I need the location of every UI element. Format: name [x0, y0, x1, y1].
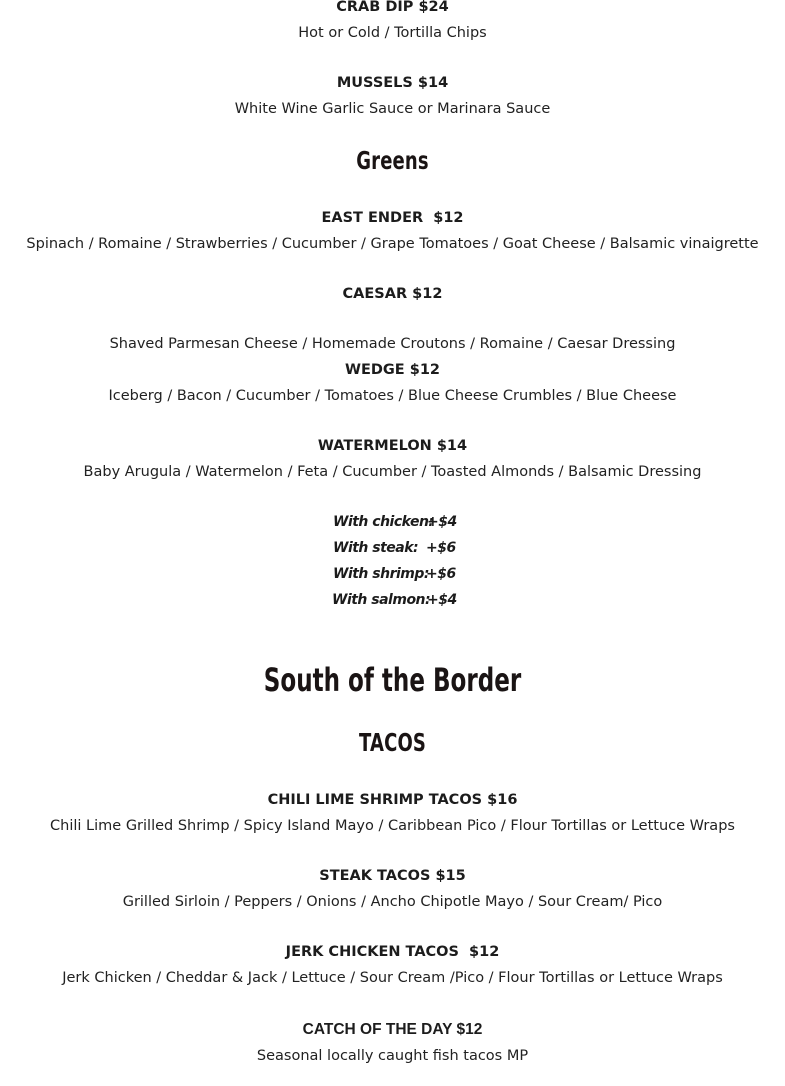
item-title-chili-lime-shrimp-tacos: CHILI LIME SHRIMP TACOS $16 [267, 792, 518, 808]
item-desc-steak-tacos: Grilled Sirloin / Peppers / Onions / Ancho Chipotle Mayo / Sour Cream/ Pico [122, 894, 663, 910]
item-desc-watermelon: Baby Arugula / Watermelon / Feta / Cucumber / Toasted Almonds / Balsamic Dressing [83, 464, 702, 480]
item-desc-catch-of-the-day: Seasonal locally caught fish tacos MP [256, 1048, 529, 1064]
item-title-east-ender: EAST ENDER $12 [321, 210, 464, 226]
section-heading-greens: Greens [356, 146, 429, 175]
item-desc-jerk-chicken-tacos: Jerk Chicken / Cheddar & Jack / Lettuce / Sour Cream /Pico / Flour Tortillas or Lettuce Wraps [62, 970, 723, 986]
addon-price: +$6 [426, 566, 456, 582]
item-title-jerk-chicken-tacos: JERK CHICKEN TACOS $12 [285, 944, 500, 960]
addon-label: With shrimp: [333, 566, 429, 582]
section-heading-south-of-the-border: South of the Border [263, 661, 522, 699]
item-desc-chili-lime-shrimp-tacos: Chili Lime Grilled Shrimp / Spicy Island Mayo / Caribbean Pico / Flour Tortillas or Lettuce Wraps [50, 818, 735, 834]
addon-label: With salmon: [332, 592, 431, 608]
addon-price: +$4 [427, 592, 457, 608]
item-title-watermelon: WATERMELON $14 [317, 438, 468, 454]
item-desc-east-ender: Spinach / Romaine / Strawberries / Cucumber / Grape Tomatoes / Goat Cheese / Balsamic vinaigrette [26, 236, 759, 252]
item-desc-caesar: Shaved Parmesan Cheese / Homemade Croutons / Romaine / Caesar Dressing [109, 336, 676, 352]
item-desc-crab-dip: Hot or Cold / Tortilla Chips [298, 25, 487, 41]
addon-label: With chicken: [333, 514, 434, 530]
item-title-wedge: WEDGE $12 [344, 362, 441, 378]
item-title-crab-dip: CRAB DIP $24 [336, 0, 449, 15]
addon-chicken [333, 514, 457, 530]
subheading-tacos: TACOS [358, 728, 427, 757]
item-title-catch-of-the-day: CATCH OF THE DAY $12 [302, 1021, 483, 1038]
addon-price: +$6 [426, 540, 456, 556]
addon-shrimp [333, 566, 456, 582]
addon-label: With steak: [333, 540, 419, 556]
item-desc-wedge: Iceberg / Bacon / Cucumber / Tomatoes / Blue Cheese Crumbles / Blue Cheese [108, 388, 677, 404]
item-title-caesar: CAESAR $12 [342, 286, 443, 302]
addon-steak [333, 540, 456, 556]
addon-price: +$4 [427, 514, 457, 530]
item-title-steak-tacos: STEAK TACOS $15 [319, 868, 466, 884]
item-desc-mussels: White Wine Garlic Sauce or Marinara Sauce [234, 101, 551, 117]
addon-salmon [332, 592, 457, 608]
item-title-mussels: MUSSELS $14 [336, 75, 449, 91]
